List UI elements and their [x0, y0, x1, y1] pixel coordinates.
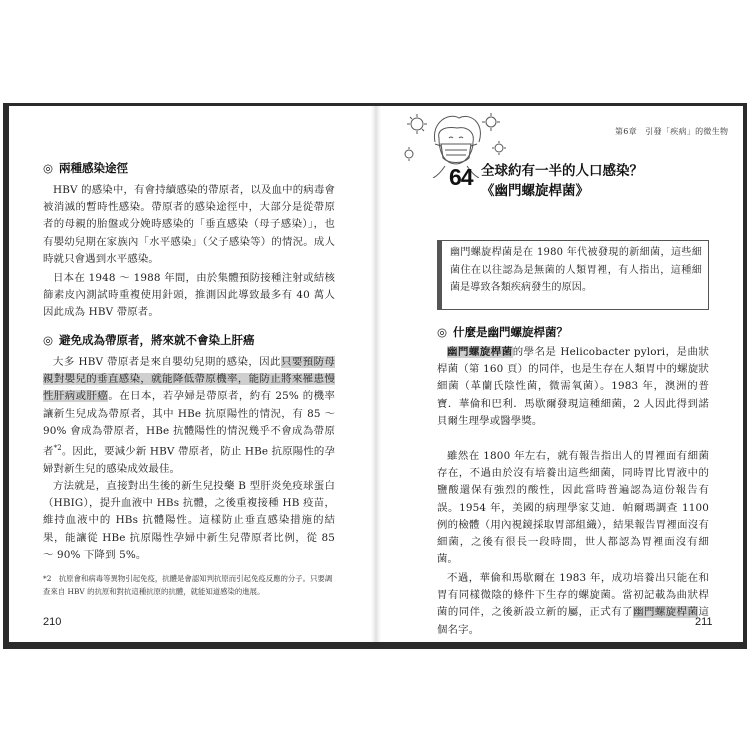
circle-mark-icon: ◎: [43, 161, 54, 175]
footnote-ref: *2: [53, 444, 62, 453]
circle-mark-icon: ◎: [43, 333, 54, 347]
section-heading: ◎ 避免成為帶原者，將來就不會染上肝癌: [43, 333, 255, 347]
book-spread: [9, 106, 743, 642]
paragraph: 日本在 1948 ～ 1988 年間，由於集體預防接種注射或結核篩素皮內測試時重複使用針頭，推測因此導致最多有 40 萬人因此成為 HBV 帶原者。: [43, 272, 335, 319]
footnote: *2 抗原會和病毒等異物引起免疫，抗體是會認知判抗原而引起免疫反應的分子。只要調查來自 HBV 的抗原和對抗這種抗原的抗體，就能知道感染的進展。: [43, 574, 333, 596]
paragraph: 雖然在 1800 年左右，就有報告指出人的胃裡面有細菌存在，不過由於沒有培養出這些細菌，同時胃比胃液中的鹽酸還保有強烈的酸性，因此當時普遍認為這份報告有誤。1954 年，美國的病理學家艾迪．帕爾瑪調查 1100 例的檢體（用內視鏡採取胃部組織），結果報告胃裡面沒有細菌，之後有很長一段時間，世人都認為胃裡面沒有細菌。: [437, 450, 709, 566]
page-number: 211: [695, 616, 713, 628]
left-page: [9, 106, 373, 642]
paragraph: 大多 HBV 帶原者是來自嬰幼兒期的感染，因此只要預防母親對嬰兒的垂直感染，就能降低帶原機率，能防止將來罹患慢性肝病或肝癌。在日本，若孕婦是帶原者，約有 25% 的機率讓新生兒成為帶原者，其中 HBe 抗原陽性的情況，有 85 ～ 90% 會成為帶原者，HBe 抗體陽性的情況幾乎不會成為帶原者$^{*2}$。因此，要減少新 HBV 帶原者，防止 HBe 抗原陽性的孕婦對新生兒的感染成效最佳。: [43, 356, 335, 475]
topic-subtitle: 《幽門螺旋桿菌》: [481, 183, 589, 199]
page-number: 210: [43, 616, 62, 628]
paragraph: 方法就是，直接對出生後的新生兒投藥 B 型肝炎免疫球蛋白（HBIG），提升血液中 HBs 抗體，之後重複接種 HB 疫苗，維持血液中的 HBs 抗體陽性。這樣防止垂直感染措施的結果，能讓從 HBe 抗原陽性孕婦中新生兒帶原者比例，從 85 ～ 90% 下降到 5%。: [43, 480, 335, 561]
section-heading: ◎ 兩種感染途徑: [43, 161, 129, 175]
summary-box: [437, 240, 709, 310]
circle-mark-icon: ◎: [437, 325, 448, 339]
topic-number: 64: [449, 164, 473, 190]
summary-text: 幽門螺旋桿菌是在 1980 年代被發現的新細菌，這些細菌住在以往認為是無菌的人類胃裡，有人指出，這種細菌是導致各類疾病發生的原因。: [450, 247, 702, 293]
highlighted-text: 幽門螺旋桿菌: [447, 346, 513, 358]
paragraph: HBV 的感染中，有會持續感染的帶原者，以及血中的病毒會被消滅的暫時性感染。帶原者的感染途徑中，大部分是從帶原者的母親的胎盤或分娩時感染的「垂直感染（母子感染）」，也有嬰幼兒期在家族內「水平感染」（父子感染等）的情況。成人時就只會遇到水平感染。: [43, 184, 335, 265]
paragraph: 幽門螺旋桿菌的學名是 Helicobacter pylori，是曲狀桿菌（第 160 頁）的同伴，也是生存在人類胃中的螺旋狀細菌（革蘭氏陰性菌，微需氧菌）。1983 年，澳洲的普寶．華倫和巴利．馬歇爾發現這種細菌，2 人因此得到諾貝爾生理學或醫學獎。: [437, 346, 709, 427]
topic-title: 全球約有一半的人口感染？: [481, 163, 643, 179]
paragraph: 不過，華倫和馬歇爾在 1983 年，成功培養出只能在和胃有同樣微陰的條件下生存的螺旋菌。當初記載為曲狀桿菌的同伴，之後新設立新的屬，正式有了幽門螺旋桿菌這個名字。: [437, 572, 710, 636]
highlighted-text: 幽門螺旋桿菌: [633, 606, 699, 619]
section-heading: ◎ 什麼是幽門螺旋桿菌？: [437, 325, 569, 339]
running-head: 第6章 引發「疾病」的微生物: [615, 127, 729, 136]
right-page: [379, 106, 743, 642]
highlighted-text: 只要預防母親對嬰兒的垂直感染，就能降低帶原機率，能防止將來罹患慢性肝病或肝癌: [43, 356, 335, 403]
